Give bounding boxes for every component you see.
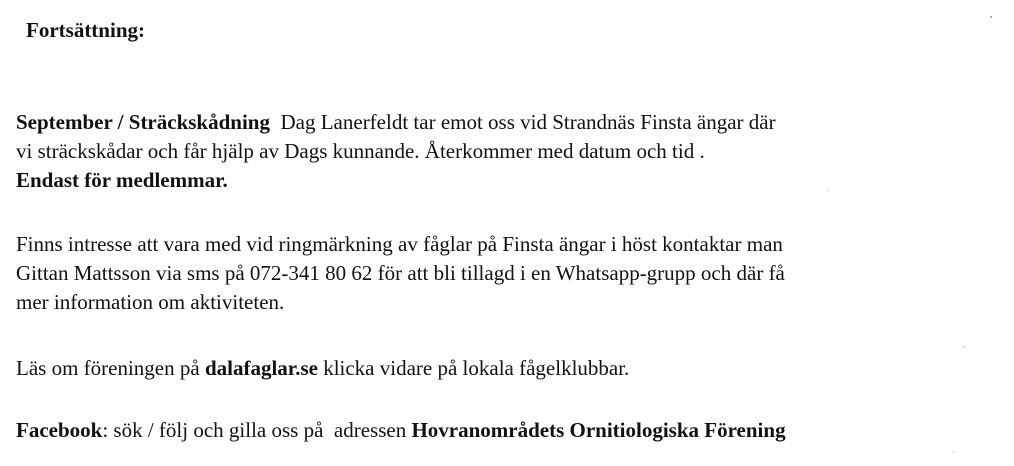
ringing-line-1: Finns intresse att vara med vid ringmärkning av fåglar på Finsta ängar i höst kontaktar man (16, 232, 783, 256)
september-line-1 (16, 108, 1006, 137)
website-link-text: dalafaglar.se (204, 356, 318, 380)
facebook-text: : sök / följ och gilla oss på adressen (102, 418, 407, 442)
facebook-paragraph (16, 416, 1006, 445)
website-prefix: Läs om föreningen på (16, 356, 200, 380)
website-paragraph (16, 354, 1006, 383)
september-paragraph (16, 108, 1006, 195)
september-line-2: vi sträckskådar och får hjälp av Dags kunnande. Återkommer med datum och tid . (16, 139, 705, 163)
page-heading: Fortsättning: (26, 18, 145, 42)
scan-speck (953, 452, 954, 453)
ringing-paragraph (16, 230, 1006, 317)
ringing-line-3: mer information om aktiviteten. (16, 290, 285, 314)
scan-speck (963, 346, 964, 347)
facebook-label: Facebook (16, 418, 103, 442)
september-line-1-text: Dag Lanerfeldt tar emot oss vid Strandnäs Finsta ängar där (280, 110, 776, 134)
september-title: September / Sträckskådning (16, 110, 270, 134)
scan-speck (990, 16, 992, 18)
website-suffix: klicka vidare på lokala fågelklubbar. (323, 356, 630, 380)
ringing-line-2: Gittan Mattsson via sms på 072-341 80 62 för att bli tillagd i en Whatsapp-grupp och där få (16, 261, 785, 285)
members-only-notice: Endast för medlemmar. (16, 168, 228, 192)
organization-name: Hovranområdets Ornitiologiska Förening (411, 418, 786, 442)
scan-speck (828, 190, 829, 191)
